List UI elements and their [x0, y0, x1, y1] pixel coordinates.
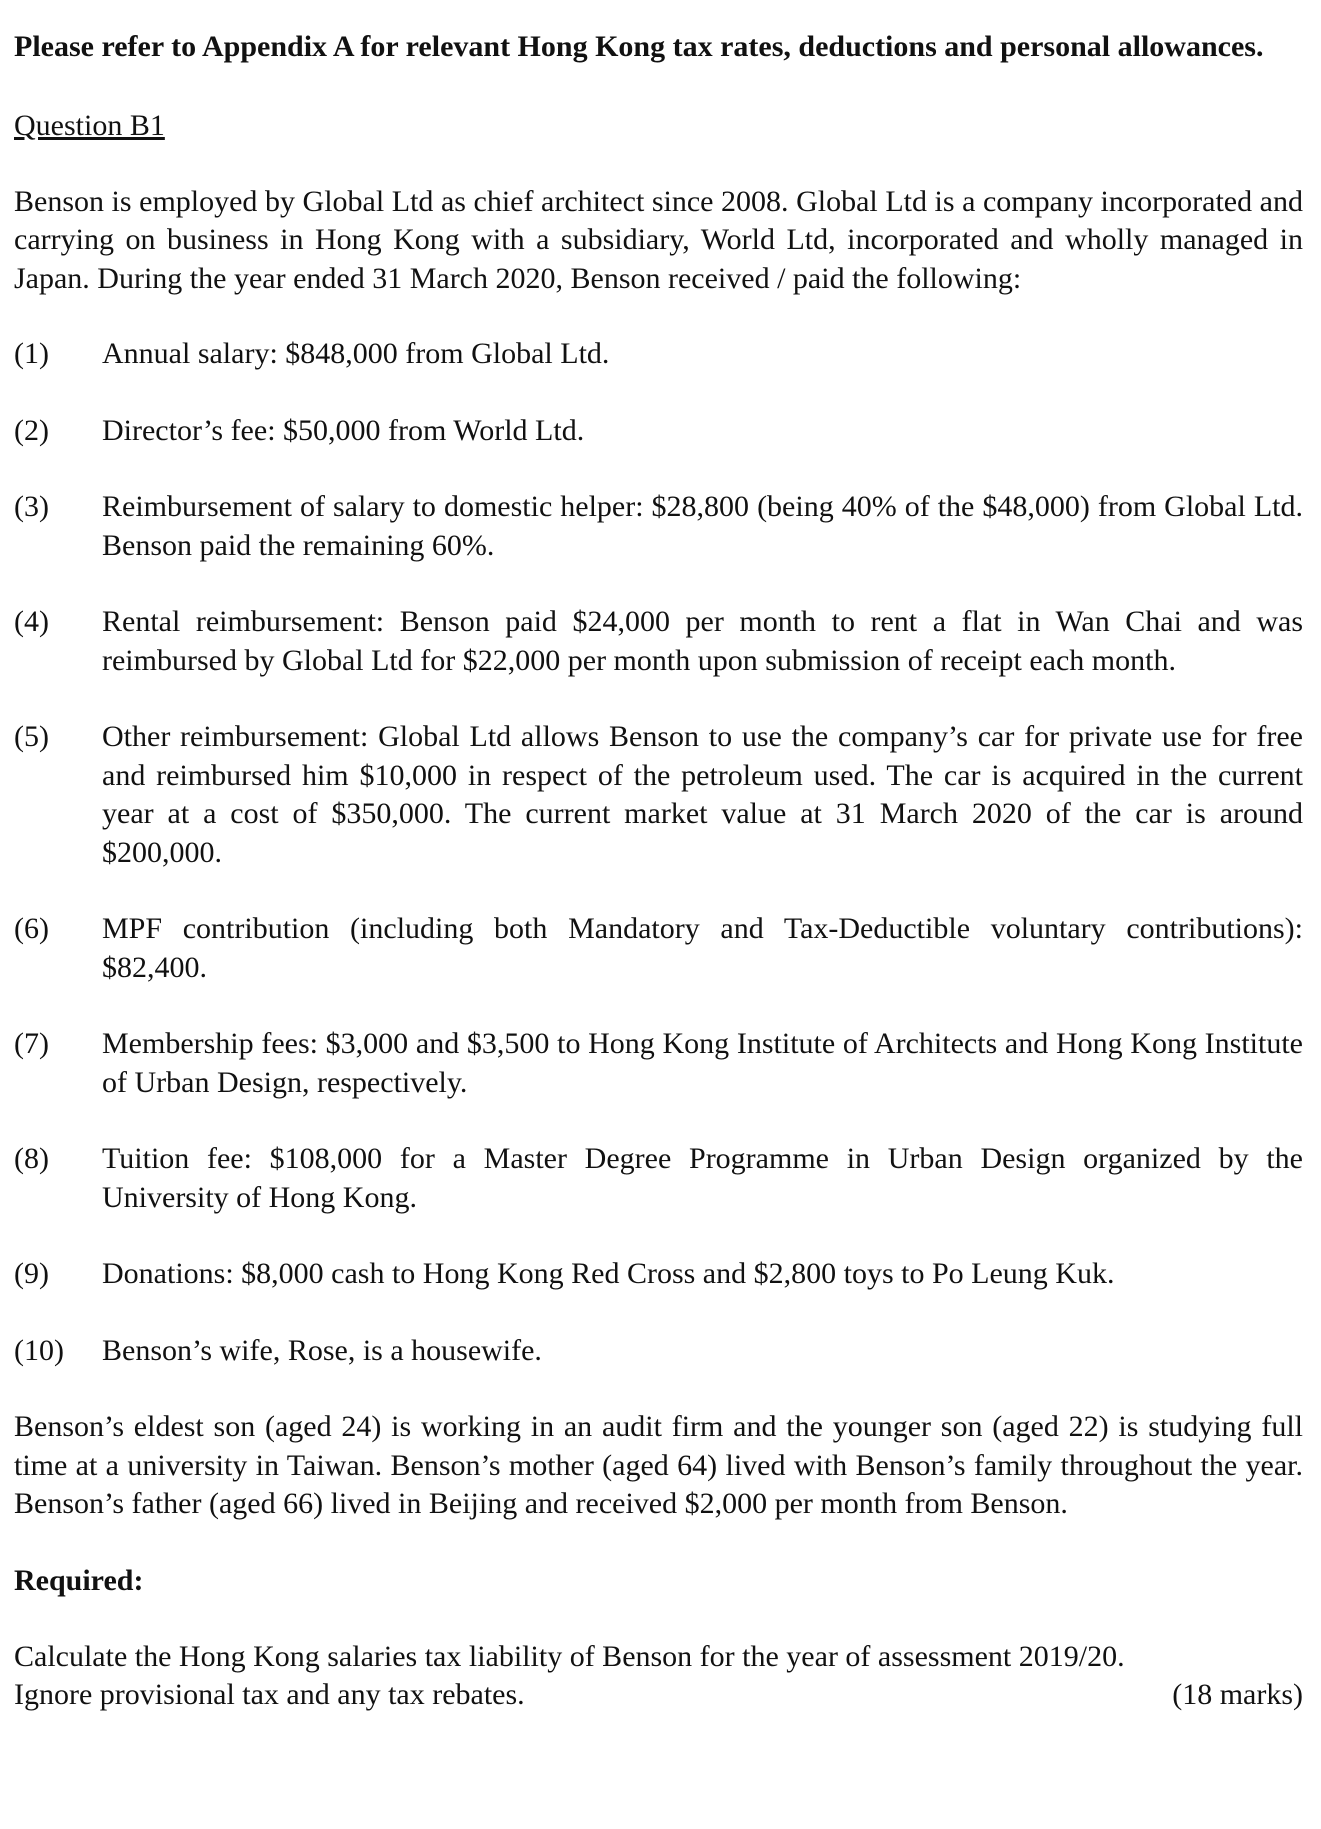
item-number: (3) [14, 490, 49, 523]
task-line-2-row [14, 1676, 1303, 1715]
item-text: Annual salary: $848,000 from Global Ltd. [102, 337, 610, 370]
list-item [14, 1140, 1303, 1217]
list-item [14, 488, 1303, 565]
item-text: Membership fees: $3,000 and $3,500 to Hong Kong Institute of Architects and Hong Kong Institute of Urban Design, respectively. [102, 1027, 1303, 1099]
list-item [14, 910, 1303, 987]
item-number: (7) [14, 1027, 49, 1060]
item-text: Reimbursement of salary to domestic helper: $28,800 (being 40% of the $48,000) from Global Ltd. Benson paid the remaining 60%. [102, 490, 1303, 562]
item-number: (6) [14, 912, 49, 945]
item-text: Other reimbursement: Global Ltd allows Benson to use the company’s car for private use for free and reimbursed him $10,000 in respect of the petroleum used. The car is acquired in the current year at a cost of $350,000. The current market value at 31 March 2020 of the car is around $200,000. [102, 720, 1303, 869]
question-title: Question B1 [14, 108, 165, 142]
item-text: Benson’s wife, Rose, is a housewife. [102, 1333, 542, 1367]
list-item [14, 412, 1303, 451]
item-text: Tuition fee: $108,000 for a Master Degree Programme in Urban Design organized by the University of Hong Kong. [102, 1142, 1303, 1214]
item-number: (2) [14, 413, 49, 447]
item-text: Donations: $8,000 cash to Hong Kong Red Cross and $2,800 toys to Po Leung Kuk. [102, 1257, 1115, 1290]
list-item [14, 603, 1303, 680]
list-item [14, 335, 1303, 374]
marks-label: (18 marks) [1172, 1678, 1303, 1711]
scenario-paragraph: Benson is employed by Global Ltd as chief architect since 2008. Global Ltd is a company incorporated and carrying on business in Hong Kong with a subsidiary, World Ltd, incorporated and wholly managed in Japan. During the year ended 31 March 2020, Benson received / paid the following: [14, 184, 1303, 295]
item-number: (8) [14, 1142, 49, 1175]
item-number: (10) [14, 1333, 64, 1367]
item-text: MPF contribution (including both Mandatory and Tax-Deductible voluntary contributions): $82,400. [102, 912, 1303, 984]
item-text: Director’s fee: $50,000 from World Ltd. [102, 413, 585, 447]
item-number: (4) [14, 605, 49, 638]
item-text: Rental reimbursement: Benson paid $24,000 per month to rent a flat in Wan Chai and was reimbursed by Global Ltd for $22,000 per month upon submission of receipt each month. [102, 605, 1303, 677]
task-block [14, 1638, 1303, 1715]
list-item [14, 1255, 1303, 1294]
item-number: (5) [14, 720, 49, 753]
list-item [14, 1025, 1303, 1102]
family-paragraph: Benson’s eldest son (aged 24) is working in an audit firm and the younger son (aged 22) is studying full time at a university in Taiwan. Benson’s mother (aged 64) lived with Benson’s family throughout the year. Benson’s father (aged 66) lived in Beijing and received $2,000 per month from Benson. [14, 1410, 1303, 1520]
task-line-1: Calculate the Hong Kong salaries tax liability of Benson for the year of assessment 2019/20. [14, 1639, 1125, 1673]
list-item [14, 1332, 1303, 1371]
task-line-2: Ignore provisional tax and any tax rebates. [14, 1678, 525, 1711]
appendix-instruction: Please refer to Appendix A for relevant Hong Kong tax rates, deductions and personal allowances. [14, 30, 1264, 63]
required-heading: Required: [14, 1563, 144, 1597]
item-number: (1) [14, 337, 49, 370]
list-item [14, 718, 1303, 872]
item-number: (9) [14, 1257, 49, 1290]
item-list [14, 335, 1303, 1370]
